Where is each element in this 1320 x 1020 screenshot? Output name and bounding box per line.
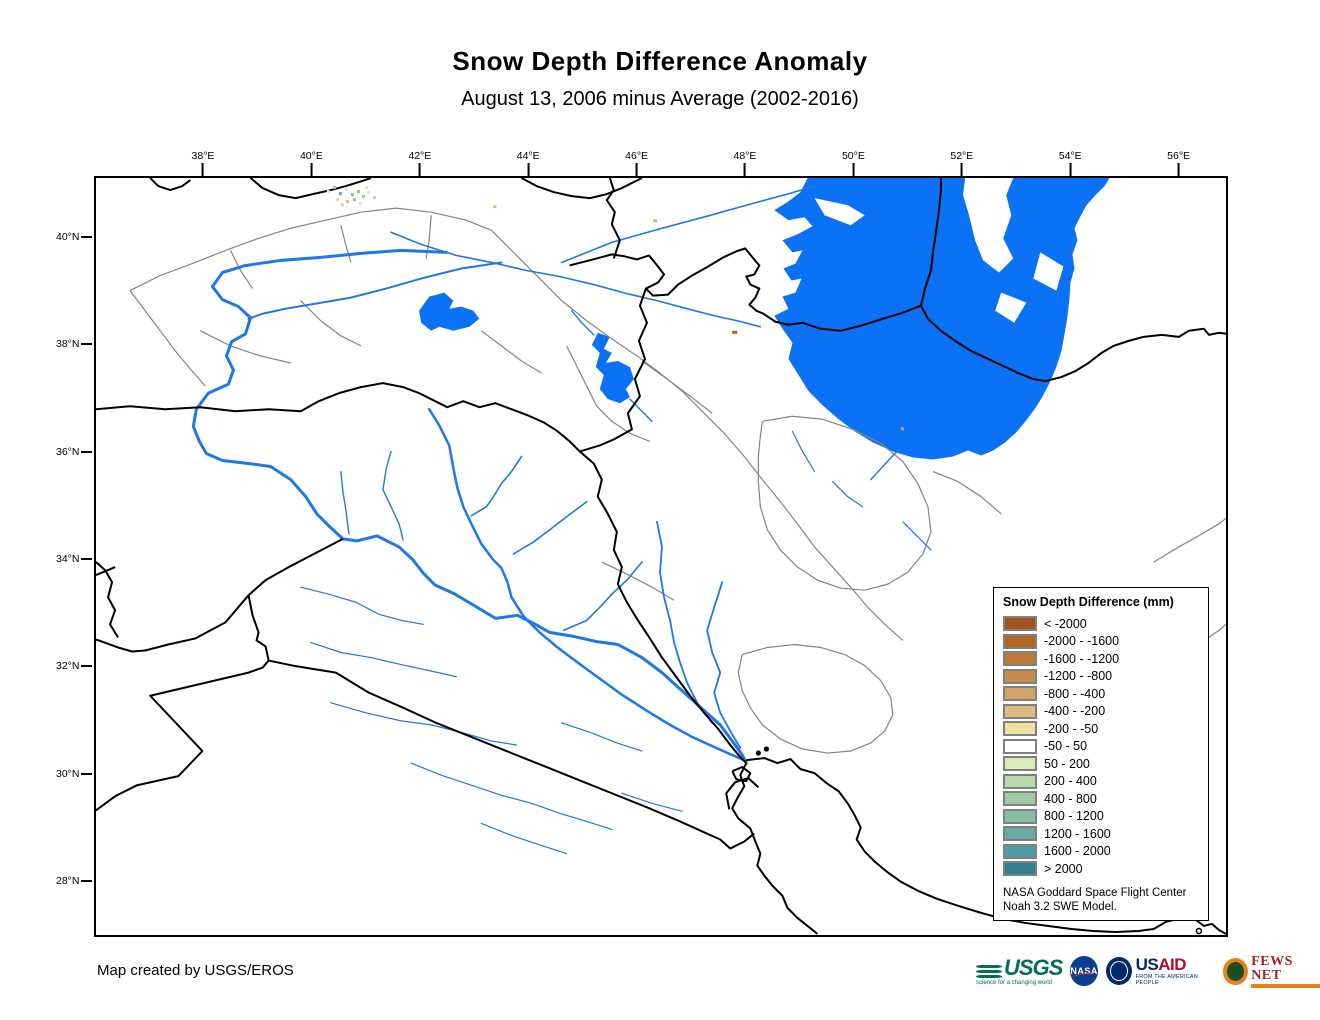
legend-color-swatch [1003, 651, 1037, 666]
x-tick-mark [1069, 163, 1071, 176]
x-tick-label: 40°E [299, 150, 323, 162]
legend-label: 400 - 800 [1044, 791, 1097, 806]
legend-row [1003, 825, 1200, 843]
map-credit: Map created by USGS/EROS [97, 962, 294, 979]
x-tick-mark [310, 163, 312, 176]
x-tick-label: 42°E [408, 150, 432, 162]
usgs-wave-icon [976, 963, 1002, 979]
x-axis-tick [734, 150, 757, 176]
x-axis-tick [1167, 150, 1190, 176]
legend-color-swatch [1003, 809, 1037, 824]
legend-label: -1200 - -800 [1044, 669, 1113, 684]
fewsnet-globe-icon [1223, 958, 1248, 985]
x-tick-mark [852, 163, 854, 176]
legend-color-swatch [1003, 756, 1037, 771]
x-tick-mark [961, 163, 963, 176]
usgs-logo: USGS science for a changing world [976, 954, 1063, 986]
x-axis-tick [408, 150, 431, 176]
x-tick-mark [744, 163, 746, 176]
legend-row [1003, 668, 1200, 686]
x-axis-tick [192, 150, 215, 176]
legend-row [1003, 738, 1200, 756]
x-tick-label: 56°E [1167, 150, 1191, 162]
y-axis-tick [56, 338, 92, 350]
legend-row [1003, 860, 1200, 878]
legend-label: < -2000 [1044, 616, 1087, 631]
x-tick-label: 44°E [516, 150, 540, 162]
legend-entries [1003, 615, 1200, 878]
page-title: Snow Depth Difference Anomaly [452, 46, 868, 76]
x-tick-label: 48°E [733, 150, 757, 162]
legend-color-swatch [1003, 721, 1037, 736]
y-tick-mark [81, 236, 92, 238]
y-tick-mark [81, 880, 92, 882]
x-axis-tick [1059, 150, 1082, 176]
legend-color-swatch [1003, 616, 1037, 631]
legend-label: 1200 - 1600 [1044, 826, 1111, 841]
y-tick-mark [81, 665, 92, 667]
legend-label: -200 - -50 [1044, 721, 1099, 736]
x-tick-mark [202, 163, 204, 176]
y-axis-tick [56, 553, 92, 565]
legend-note: NASA Goddard Space Flight Center Noah 3.2 SWE Model. [1003, 886, 1187, 913]
y-axis-tick [56, 875, 92, 887]
x-axis-tick [517, 150, 540, 176]
x-tick-label: 54°E [1058, 150, 1082, 162]
usaid-logo: USAID FROM THE AMERICAN PEOPLE [1106, 956, 1215, 986]
legend-row [1003, 633, 1200, 651]
legend-row [1003, 808, 1200, 826]
legend-row [1003, 685, 1200, 703]
x-tick-label: 46°E [625, 150, 649, 162]
y-axis-tick [56, 231, 92, 243]
x-axis-tick [625, 150, 648, 176]
legend-label: -50 - 50 [1044, 739, 1088, 754]
page-subtitle: August 13, 2006 minus Average (2002-2016) [461, 88, 859, 110]
caspian-sea [774, 178, 1109, 459]
y-axis-tick [56, 660, 92, 672]
legend-title: Snow Depth Difference (mm) [1003, 595, 1174, 609]
legend-label: 50 - 200 [1044, 756, 1090, 771]
legend-color-swatch [1003, 739, 1037, 754]
legend-color-swatch [1003, 791, 1037, 806]
y-tick-mark [81, 343, 92, 345]
map-legend [993, 587, 1209, 921]
y-tick-mark [81, 451, 92, 453]
x-tick-label: 50°E [841, 150, 865, 162]
legend-label: > 2000 [1044, 861, 1083, 876]
legend-row [1003, 615, 1200, 633]
legend-color-swatch [1003, 826, 1037, 841]
y-tick-label: 40°N [56, 231, 80, 243]
x-tick-label: 52°E [950, 150, 974, 162]
legend-row [1003, 843, 1200, 861]
legend-color-swatch [1003, 704, 1037, 719]
x-axis-tick [950, 150, 973, 176]
x-tick-mark [419, 163, 421, 176]
y-tick-mark [81, 558, 92, 560]
footer-logos [976, 951, 1320, 991]
x-tick-mark [1178, 163, 1180, 176]
legend-color-swatch [1003, 844, 1037, 859]
y-tick-label: 38°N [56, 338, 80, 351]
legend-row [1003, 650, 1200, 668]
legend-row [1003, 773, 1200, 791]
y-tick-label: 34°N [56, 552, 80, 565]
y-tick-label: 30°N [56, 767, 80, 780]
legend-label: -1600 - -1200 [1044, 651, 1120, 666]
y-axis-tick [56, 768, 92, 780]
y-tick-mark [81, 773, 92, 775]
x-tick-mark [527, 163, 529, 176]
fewsnet-logo: FEWS NET [1223, 955, 1320, 988]
legend-label: 1600 - 2000 [1044, 844, 1111, 859]
legend-row [1003, 703, 1200, 721]
usaid-seal-icon [1106, 957, 1132, 985]
lake-van [419, 293, 479, 331]
y-tick-label: 36°N [56, 445, 80, 458]
legend-row [1003, 720, 1200, 738]
legend-label: 800 - 1200 [1044, 809, 1104, 824]
legend-color-swatch [1003, 686, 1037, 701]
legend-row [1003, 790, 1200, 808]
x-tick-mark [636, 163, 638, 176]
legend-color-swatch [1003, 669, 1037, 684]
lake-urmia [592, 333, 634, 403]
legend-label: 200 - 400 [1044, 774, 1097, 789]
y-tick-label: 32°N [56, 660, 80, 673]
legend-label: -400 - -200 [1044, 704, 1106, 719]
y-tick-label: 28°N [56, 874, 80, 887]
y-axis-tick [56, 446, 92, 458]
legend-color-swatch [1003, 861, 1037, 876]
legend-label: -2000 - -1600 [1044, 634, 1120, 649]
legend-row [1003, 755, 1200, 773]
x-axis-tick [842, 150, 865, 176]
legend-color-swatch [1003, 634, 1037, 649]
legend-label: -800 - -400 [1044, 686, 1106, 701]
nasa-logo-icon: NASA [1070, 956, 1097, 986]
x-axis-tick [300, 150, 323, 176]
fewsnet-underline [1251, 984, 1320, 988]
x-tick-label: 38°E [191, 150, 215, 162]
legend-color-swatch [1003, 774, 1037, 789]
